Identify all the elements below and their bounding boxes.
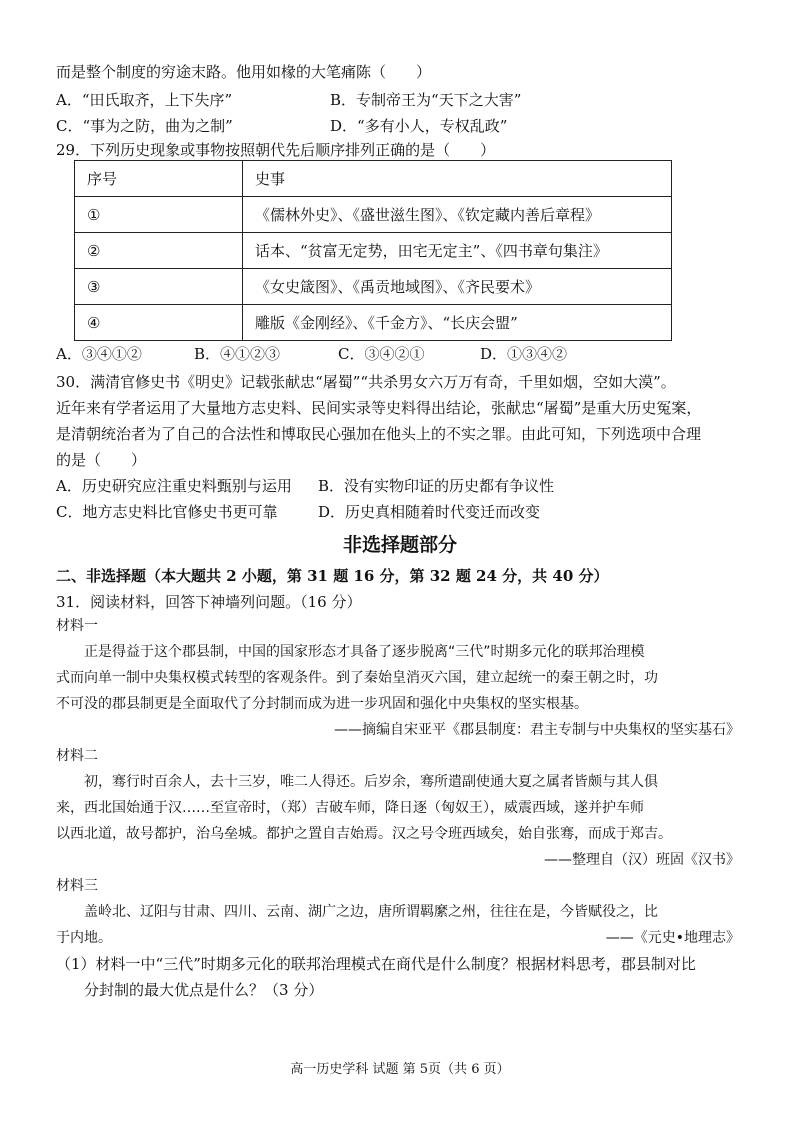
q29-option-d[interactable]: D．①③④②	[480, 345, 568, 363]
part2-title: 非选择题部分	[342, 534, 457, 556]
material2-line: 来，西北国始通于汉……至宣帝时，（郑）吉破车师，降日逐（匈奴王），威震西域，遂并护车师	[56, 800, 644, 816]
material1-line: 正是得益于这个郡县制，中国的国家形态才具备了逐步脱离“三代”时期多元化的联邦治理模	[84, 644, 645, 660]
q30-option-b[interactable]: B．没有实物印证的历史都有争议性	[318, 477, 555, 495]
q28-option-d[interactable]: D．“多有小人，专权乱政”	[330, 117, 508, 135]
material1-line: 式而向单一制中央集权模式转型的客观条件。到了秦始皇消灭六国，建立起统一的秦王朝之时，功	[56, 670, 658, 686]
row-event: 《女史箴图》、《禹贡地域图》、《齐民要术》	[243, 269, 672, 305]
table-header-row	[75, 161, 672, 197]
q30-line: 30．满清官修史书《明史》记载张献忠“屠蜀”“共杀男女六万万有奇，千里如烟，空如大漠”。	[56, 373, 676, 391]
q31-sub1-line: （1）材料一中“三代”时期多元化的联邦治理模式在商代是什么制度？根据材料思考，郡县制对比	[56, 955, 696, 973]
row-event: 《儒林外史》、《盛世滋生图》、《钦定藏内善后章程》	[243, 197, 672, 233]
page-footer: 高一历史学科 试题 第 5页（共 6 页）	[290, 1062, 510, 1077]
material1-label: 材料一	[56, 618, 98, 634]
material3-source: ——《元史•地理志》	[605, 930, 740, 946]
q28-option-c[interactable]: C．“事为之防，曲为之制”	[56, 117, 233, 135]
material2-label: 材料二	[56, 748, 98, 764]
row-number: ④	[75, 305, 243, 341]
material2-source: ——整理自（汉）班固《汉书》	[544, 852, 740, 868]
q28-option-a[interactable]: A．“田氏取齐，上下失序”	[56, 91, 233, 109]
q30-option-c[interactable]: C．地方志史料比官修史书更可靠	[56, 503, 278, 521]
q31-sub1-line: 分封制的最大优点是什么？（3 分）	[84, 981, 324, 999]
material3-label: 材料三	[56, 878, 98, 894]
q30-line: 是清朝统治者为了自己的合法性和博取民心强加在他头上的不实之罪。由此可知，下列选项中合理	[56, 425, 702, 443]
table-row	[75, 197, 672, 233]
row-event: 话本、“贫富无定势，田宅无定主”、《四书章句集注》	[243, 233, 672, 269]
q30-option-a[interactable]: A．历史研究应注重史料甄别与运用	[56, 477, 292, 495]
material2-line: 初，骞行时百余人，去十三岁，唯二人得还。后岁余，骞所遣副使通大夏之属者皆颇与其人俱	[84, 774, 658, 790]
row-number: ②	[75, 233, 243, 269]
table-row	[75, 269, 672, 305]
row-event: 雕版《金刚经》、《千金方》、“长庆会盟”	[243, 305, 672, 341]
material3-line: 盖岭北、辽阳与甘肃、四川、云南、湖广之边，唐所谓羁縻之州，往往在是，今皆赋役之，比	[84, 904, 658, 920]
material2-line: 以西北道，故号都护，治乌垒城。都护之置自吉始焉。汉之号令班西域矣，始自张骞，而成于郑吉。	[56, 826, 672, 842]
row-number: ③	[75, 269, 243, 305]
table-row	[75, 233, 672, 269]
q29-option-c[interactable]: C．③④②①	[338, 345, 425, 363]
table-header-event: 史事	[243, 161, 672, 197]
q31-stem: 31．阅读材料，回答下神墙列问题。（16 分）	[56, 593, 362, 611]
material1-line: 不可没的郡县制更是全面取代了分封制而成为进一步巩固和强化中央集权的坚实根基。	[56, 696, 588, 712]
q30-option-d[interactable]: D．历史真相随着时代变迁而改变	[318, 503, 541, 521]
q28-option-b[interactable]: B．专制帝王为“天下之大害”	[330, 91, 522, 109]
q30-line: 的是（ ）	[56, 451, 147, 469]
material3-line: 于内地。	[56, 930, 112, 946]
part2-heading: 二、非选择题（本大题共 2 小题，第 31 题 16 分，第 32 题 24 分，共 40 分）	[56, 567, 609, 585]
q28-stem-tail: 而是整个制度的穷途末路。他用如椽的大笔痛陈（ ）	[56, 63, 432, 81]
row-number: ①	[75, 197, 243, 233]
q30-line: 近年来有学者运用了大量地方志史料、民间实录等史料得出结论，张献忠“屠蜀”是重大历史冤案，	[56, 399, 702, 417]
q29-stem: 29．下列历史现象或事物按照朝代先后顺序排列正确的是（ ）	[56, 141, 496, 159]
q29-option-b[interactable]: B．④①②③	[194, 345, 281, 363]
material1-source: ——摘编自宋亚平《郡县制度：君主专制与中央集权的坚实基石》	[334, 722, 740, 738]
table-header-no: 序号	[75, 161, 243, 197]
q29-option-a[interactable]: A．③④①②	[56, 345, 142, 363]
q29-table	[74, 160, 672, 341]
table-row	[75, 305, 672, 341]
